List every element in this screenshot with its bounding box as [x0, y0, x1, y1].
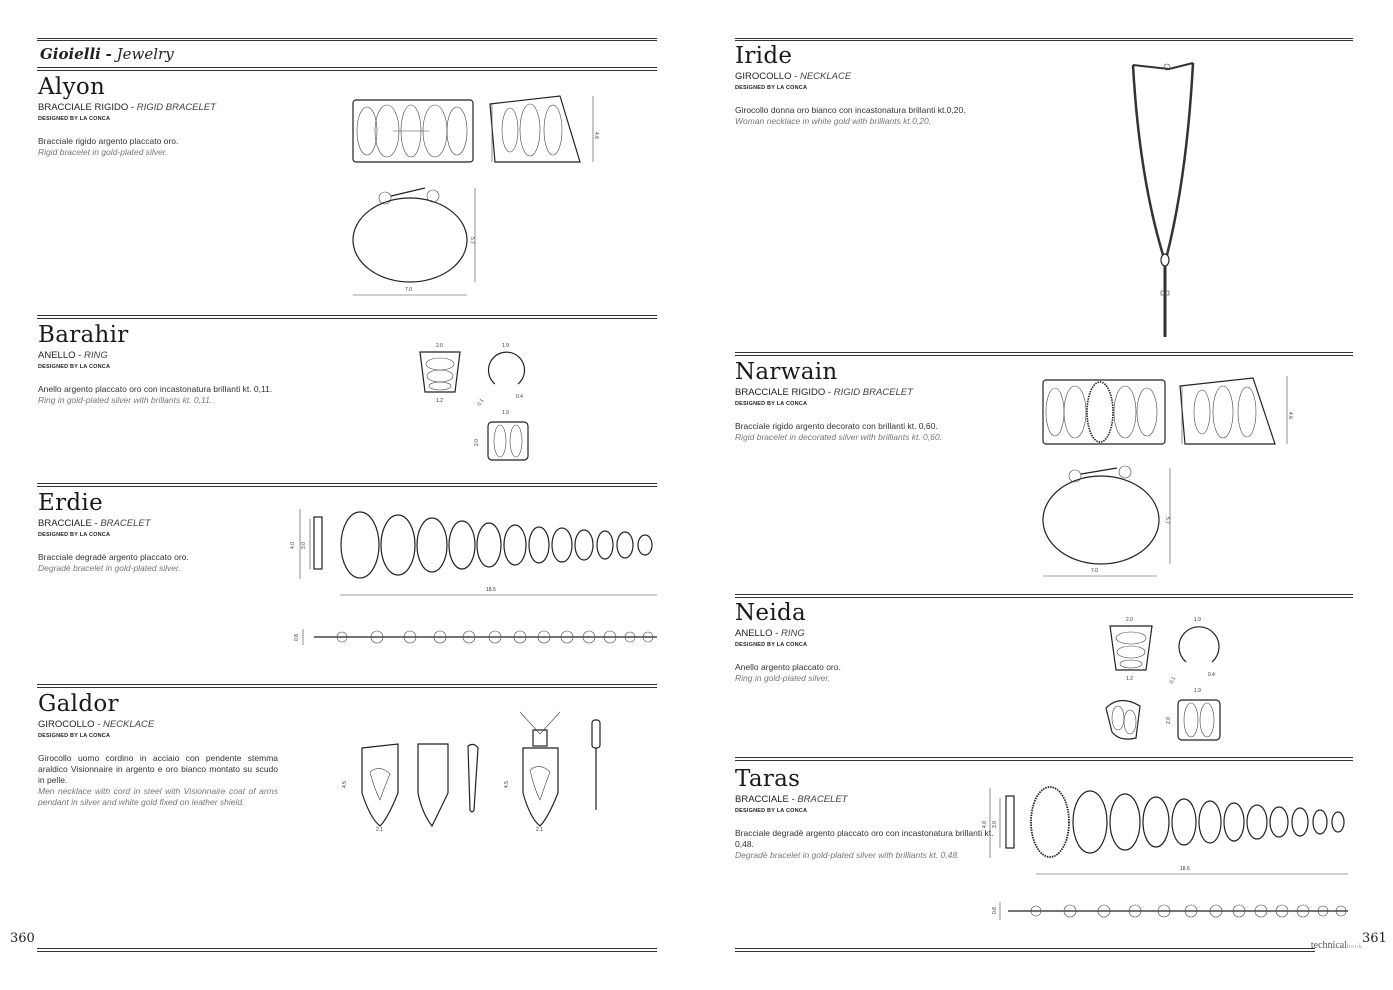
product-title: Alyon — [38, 74, 106, 100]
section-title-it: Gioielli — [40, 45, 101, 63]
designer: DESIGNED BY LA CONCA — [735, 808, 808, 814]
desc-it: Bracciale rigido argento decorato con brillanti kt. 0,60. — [735, 421, 938, 431]
description — [735, 105, 1035, 127]
description — [38, 136, 288, 158]
alyon-drawing — [345, 92, 605, 302]
iride-drawing — [1125, 55, 1205, 345]
section-title-en: Jewelry — [116, 45, 174, 63]
page-number-right: 361 — [1362, 931, 1387, 946]
product-title: Iride — [735, 43, 793, 69]
section-header — [40, 45, 174, 63]
type-en: RING — [83, 350, 108, 361]
description — [38, 753, 278, 808]
dim-width: 7.0 — [405, 287, 412, 293]
type-en: RIGID BRACELET — [833, 387, 913, 398]
designer: DESIGNED BY LA CONCA — [38, 733, 111, 739]
dim-w: 2.1 — [376, 827, 383, 833]
product-type: GIROCOLLO - NECKLACE — [38, 719, 155, 730]
description — [735, 662, 995, 684]
product-type: BRACCIALE - BRACELET — [38, 518, 151, 529]
desc-en: Degradè bracelet in gold-plated silver with brilliants kt. 0,48. — [735, 850, 960, 860]
dim-depth: 5.7 — [1164, 517, 1170, 524]
product-type: BRACCIALE - BRACELET — [735, 794, 848, 805]
desc-it: Girocollo uomo cordino in acciaio con pendente stemma araldico Visionnaire in argento e oro bianco montato su scudo in pelle. — [38, 753, 278, 785]
dim-gap: 0.1 — [476, 397, 486, 407]
dim-height: 4.6 — [1287, 412, 1293, 419]
neida-drawing — [1100, 614, 1230, 744]
dim-front-top: 1.9 — [502, 410, 509, 416]
dim-front-top: 1.9 — [1194, 688, 1201, 694]
dim-h2: 4.5 — [504, 781, 510, 788]
narwain-drawing — [1035, 372, 1295, 582]
product-title: Barahir — [38, 322, 129, 348]
dim-thick: 0.8 — [294, 634, 300, 641]
desc-en: Ring in gold-plated silver. — [735, 673, 831, 683]
type-it: BRACCIALE — [735, 794, 789, 805]
type-en: BRACELET — [797, 794, 848, 805]
designer: DESIGNED BY LA CONCA — [38, 364, 111, 370]
type-it: BRACCIALE RIGIDO — [38, 102, 129, 113]
designer: DESIGNED BY LA CONCA — [38, 532, 111, 538]
dim-width: 7.0 — [1091, 568, 1098, 574]
dim-thick: 0.4 — [1208, 672, 1215, 678]
desc-en: Ring in gold-plated silver with brillants kt. 0,11. — [38, 395, 213, 405]
dim-h2: 3.0 — [992, 821, 998, 828]
type-it: ANELLO — [735, 628, 773, 639]
product-title: Galdor — [38, 691, 119, 717]
dim-gap: 0.1 — [1168, 675, 1178, 685]
designer: DESIGNED BY LA CONCA — [735, 401, 808, 407]
type-en: BRACELET — [100, 518, 151, 529]
desc-it: Bracciale degradè argento placcato oro. — [38, 552, 189, 562]
type-it: ANELLO — [38, 350, 76, 361]
dim-width: 2.0 — [1126, 617, 1133, 623]
dim-ring-top: 1.9 — [1194, 617, 1201, 623]
description — [38, 552, 298, 574]
dim-h2: 3.0 — [301, 542, 307, 549]
product-title: Narwain — [735, 359, 838, 385]
product-type: ANELLO - RING — [735, 628, 805, 639]
dim-ring-top: 1.9 — [502, 343, 509, 349]
type-it: BRACCIALE — [38, 518, 92, 529]
brand-sub: book — [1347, 944, 1363, 950]
type-en: NECKLACE — [799, 71, 852, 82]
desc-it: Bracciale degradè argento placcato oro con incastonatura brillanti kt. 0,48. — [735, 828, 994, 849]
type-it: GIROCOLLO — [38, 719, 95, 730]
dim-length: 18.6 — [1180, 866, 1190, 872]
designer: DESIGNED BY LA CONCA — [735, 642, 808, 648]
desc-it: Anello argento placcato oro. — [735, 662, 841, 672]
galdor-drawing — [340, 708, 620, 838]
type-en: RING — [780, 628, 805, 639]
type-en: RIGID BRACELET — [136, 102, 216, 113]
dim-height: 4.6 — [593, 132, 599, 139]
dim-thick: 0.8 — [992, 907, 998, 914]
desc-en: Men necklace with cord in steel with Visionnaire coat of arms pendant in silver and white gold fixed on leather shield. — [38, 786, 278, 807]
dim-h: 4.0 — [982, 821, 988, 828]
dim-bottom: 1.2 — [436, 398, 443, 404]
product-type: GIROCOLLO - NECKLACE — [735, 71, 852, 82]
desc-en: Rigid bracelet in decorated silver with brilliants kt. 0,60. — [735, 432, 942, 442]
desc-en: Rigid bracelet in gold-plated silver. — [38, 147, 168, 157]
desc-it: Girocollo donna oro bianco con incastonatura brillanti kt.0,20. — [735, 105, 966, 115]
product-title: Taras — [735, 766, 801, 792]
section-sep: - — [105, 45, 112, 63]
page-number-left: 360 — [10, 931, 35, 946]
type-it: GIROCOLLO — [735, 71, 792, 82]
dim-depth: 5.7 — [469, 237, 475, 244]
designer: DESIGNED BY LA CONCA — [735, 85, 808, 91]
desc-en: Woman necklace in white gold with brilliants kt.0,20. — [735, 116, 932, 126]
dim-bottom: 1.2 — [1126, 676, 1133, 682]
erdie-drawing — [290, 505, 660, 655]
product-type: BRACCIALE RIGIDO - RIGID BRACELET — [38, 102, 216, 113]
desc-en: Degradè bracelet in gold-plated silver. — [38, 563, 181, 573]
product-title: Neida — [735, 600, 807, 626]
description — [735, 421, 1015, 443]
dim-w2: 2.1 — [536, 827, 543, 833]
type-en: NECKLACE — [102, 719, 155, 730]
product-type: ANELLO - RING — [38, 350, 108, 361]
type-it: BRACCIALE RIGIDO — [735, 387, 826, 398]
taras-drawing — [980, 780, 1355, 930]
dim-front-h: 2.0 — [474, 439, 480, 446]
desc-it: Anello argento placcato oro con incastonatura brillanti kt. 0,11. — [38, 384, 273, 394]
dim-front-h: 2.0 — [1166, 717, 1172, 724]
designer: DESIGNED BY LA CONCA — [38, 116, 111, 122]
product-type: BRACCIALE RIGIDO - RIGID BRACELET — [735, 387, 913, 398]
dim-width: 2.0 — [436, 343, 443, 349]
brand-mark — [1311, 940, 1363, 951]
product-title: Erdie — [38, 490, 103, 516]
brand-main: technical — [1310, 940, 1347, 951]
description — [38, 384, 298, 406]
dim-length: 18.6 — [486, 587, 496, 593]
desc-it: Bracciale rigido argento placcato oro. — [38, 136, 179, 146]
barahir-drawing — [410, 340, 540, 470]
description — [735, 828, 1005, 861]
dim-thick: 0.4 — [516, 394, 523, 400]
dim-h: 4.5 — [342, 781, 348, 788]
dim-h: 4.0 — [290, 542, 296, 549]
